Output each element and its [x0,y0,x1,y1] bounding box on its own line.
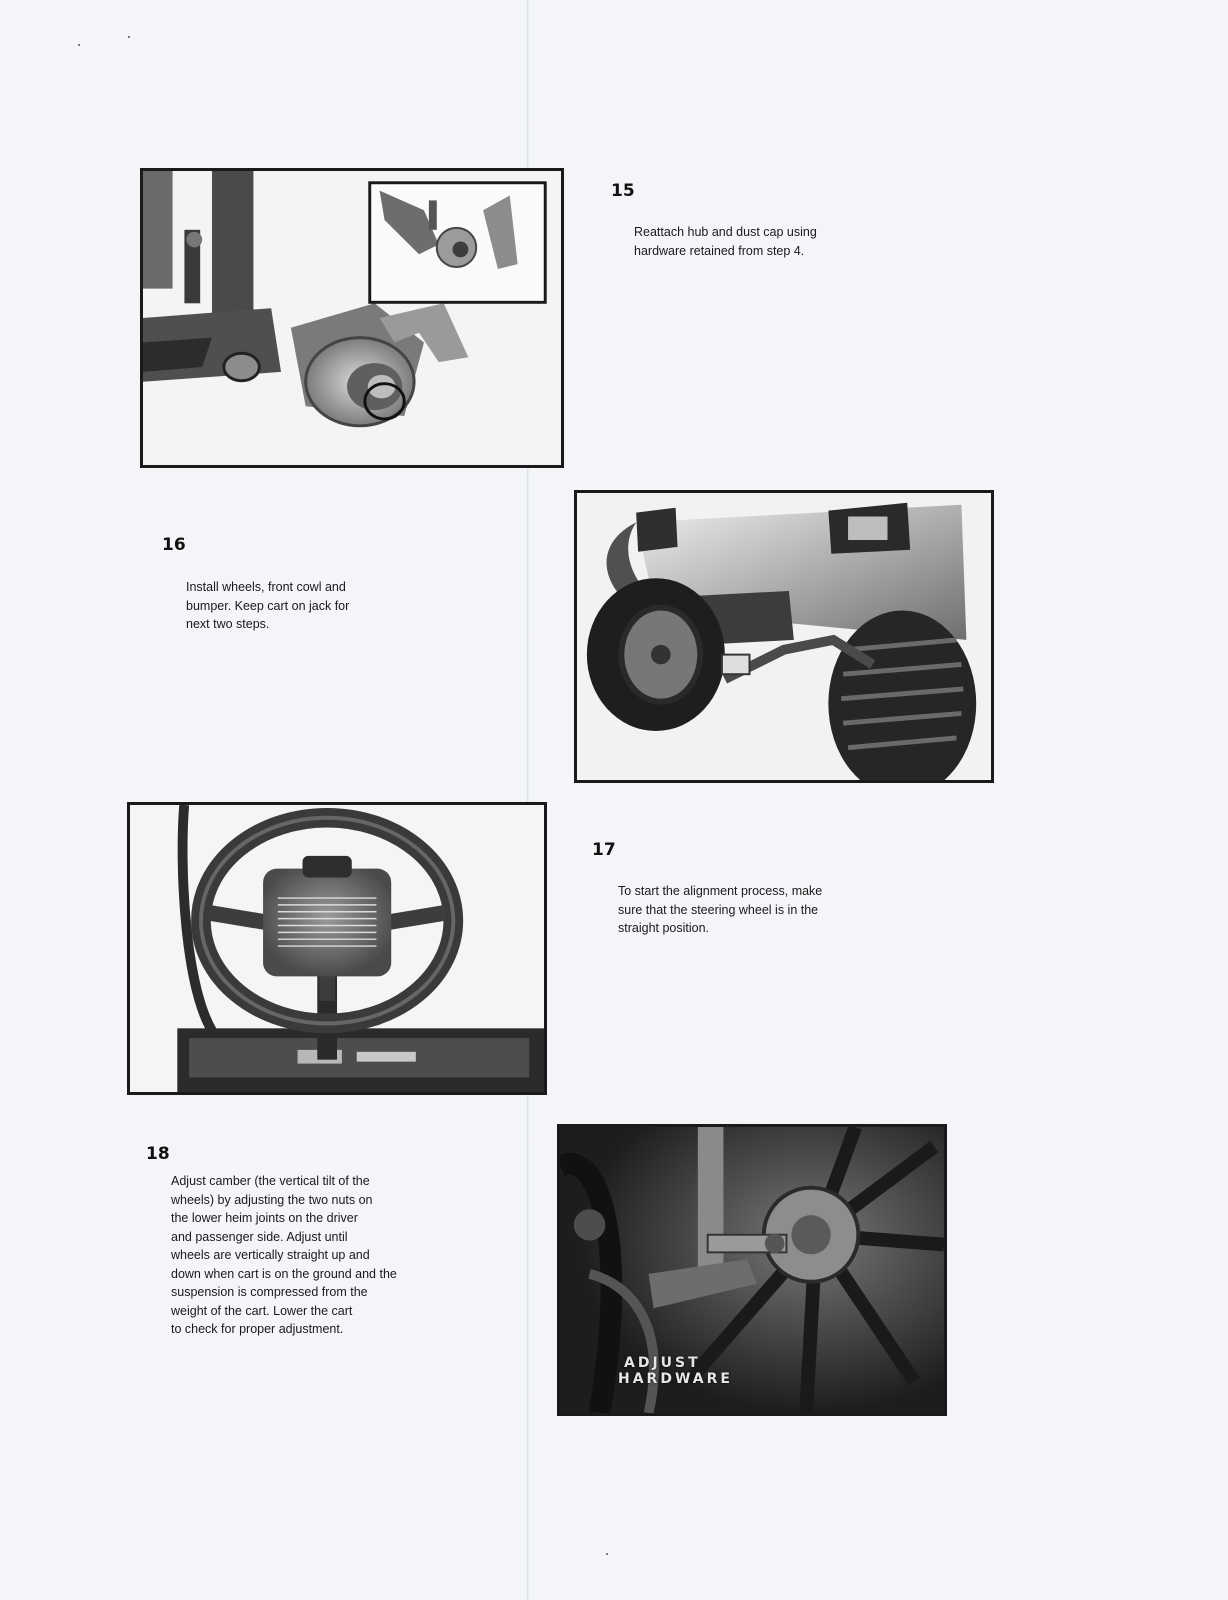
step-17-number: 17 [592,840,616,860]
adjust-hardware-label [618,1355,733,1387]
step-17-instructions: To start the alignment process, make sure that the steering wheel is in the straight position. [618,884,823,935]
step-15-number: 15 [611,181,635,201]
adjust-label-line2: HARDWARE [618,1371,733,1387]
step-18-photo [557,1124,947,1416]
step-16-number: 16 [162,535,186,555]
scan-speck [78,44,80,46]
step-16-instructions: Install wheels, front cowl and bumper. Keep cart on jack for next two steps. [186,580,350,631]
step-15-photo [140,168,564,468]
step-18-instructions: Adjust camber (the vertical tilt of the wheels) by adjusting the two nuts on the lower heim joints on the driver and passenger side. Adjust until wheels are vertically straight up and down when cart is on the ground and the suspension is compressed from the weight of the cart. Lower the cart to check for proper adjustment. [171,1174,397,1336]
step-18-number: 18 [146,1144,170,1164]
adjust-label-line1: ADJUST [624,1355,701,1371]
step-16-photo [574,490,994,783]
step-15-instructions: Reattach hub and dust cap using hardware retained from step 4. [634,225,817,258]
step-17-photo [127,802,547,1095]
scan-speck [606,1553,608,1555]
scan-speck [128,36,130,38]
